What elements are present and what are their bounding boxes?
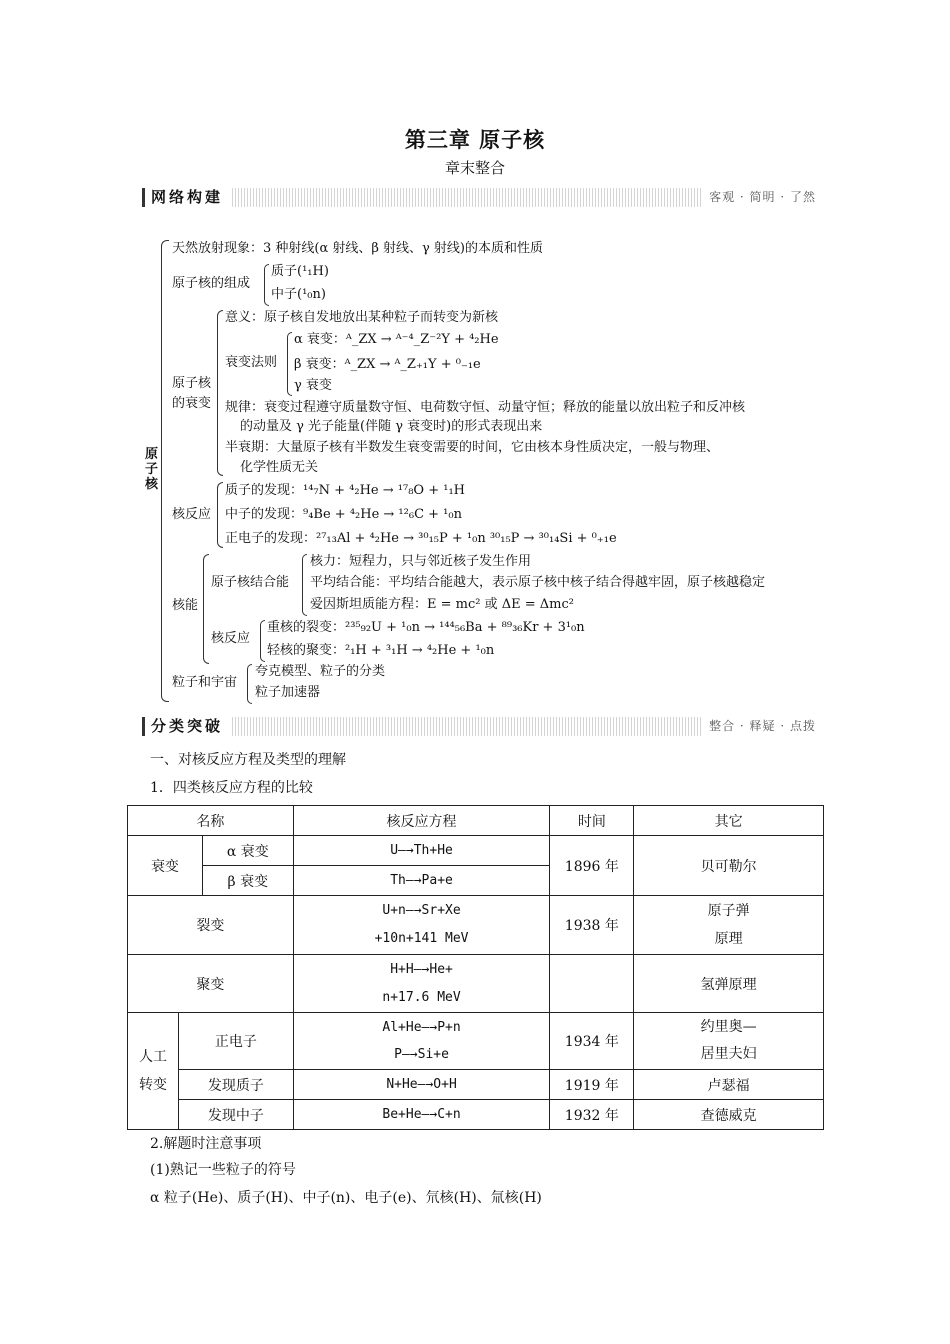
proton-label-cell: 发现质子	[178, 1070, 293, 1100]
artificial-line2: 转变	[138, 1077, 167, 1093]
section-bar-breakthrough	[142, 717, 816, 736]
fission-equation-cell	[293, 896, 550, 955]
proton-time-cell: 1919 年	[550, 1070, 634, 1100]
composition-label: 原子核的组成	[172, 276, 251, 291]
positron-other-cell	[634, 1013, 824, 1070]
decay-rule-1: 规律：衰变过程遵守质量数守恒、电荷数守恒、动量守恒；释放的能量以放出粒子和反冲核	[225, 400, 746, 415]
fusion: 轻核的聚变：²₁H + ³₁H → ⁴₂He + ¹₀n	[267, 643, 495, 658]
table-row	[128, 1100, 824, 1130]
binding-energy-label: 原子核结合能	[211, 575, 290, 590]
artificial-label-cell	[128, 1013, 179, 1130]
fusion-eq-line2: n+17.6 MeV	[382, 989, 461, 1005]
energy-label: 核能	[172, 598, 199, 613]
header-other: 其它	[634, 806, 824, 836]
page-title: 第三章 原子核	[404, 127, 546, 152]
universe-label: 粒子和宇宙	[172, 675, 238, 690]
reaction-comparison-table	[127, 805, 824, 1130]
alpha-decay: α 衰变：ᴬ_ZX → ᴬ⁻⁴_Z⁻²Y + ⁴₂He	[294, 332, 499, 347]
beta-decay: β 衰变：ᴬ_ZX → ᴬ_Z₊₁Y + ⁰₋₁e	[294, 357, 481, 372]
positron-eq-line2: P—→Si+e	[394, 1047, 449, 1062]
decay-law-label: 衰变法则	[225, 355, 278, 370]
alpha-equation-cell: U—→Th+He	[293, 836, 550, 866]
fission-eq-line1: U+n—→Sr+Xe	[382, 903, 461, 918]
energy-brace	[203, 554, 209, 664]
fusion-other-cell: 氢弹原理	[634, 955, 824, 1013]
section-label: 网络构建	[142, 188, 231, 207]
neutron-symbol: 中子(¹₀n)	[271, 287, 326, 302]
reaction-label: 核反应	[172, 507, 212, 522]
binding-brace	[302, 554, 307, 616]
decay-label-2: 的衰变	[172, 396, 212, 411]
fission: 重核的裂变：²³⁵₉₂U + ¹₀n → ¹⁴⁴₅₆Ba + ⁸⁹₃₆Kr + 3¹₀n	[267, 620, 585, 635]
neutron-time-cell: 1932 年	[550, 1100, 634, 1130]
proton-symbol: 质子(¹₁H)	[271, 264, 329, 279]
positron-other-line1: 约里奥—	[700, 1019, 757, 1035]
page-subtitle: 章末整合	[444, 159, 505, 177]
particle-accelerator: 粒子加速器	[255, 685, 321, 700]
positron-other-line2: 居里夫妇	[700, 1046, 757, 1062]
beta-label-cell: β 衰变	[202, 866, 293, 896]
fission-other-line2: 原理	[714, 931, 743, 947]
composition-brace	[264, 264, 269, 306]
fission-eq-line2: +10n+141 MeV	[374, 931, 469, 946]
decay-label-1: 原子核	[172, 376, 212, 391]
positron-equation-cell	[293, 1013, 550, 1070]
neutron-other-cell: 查德威克	[634, 1100, 824, 1130]
decay-law-brace	[287, 332, 292, 396]
heading-2: 1．四类核反应方程的比较	[150, 780, 313, 796]
gamma-decay: γ 衰变	[294, 378, 332, 393]
universe-brace	[247, 664, 252, 704]
decay-definition: 意义：原子核自发地放出某种粒子而转变为新核	[225, 310, 499, 325]
fission-other-cell	[634, 896, 824, 955]
reaction-brace	[217, 482, 223, 548]
half-life-1: 半衰期：大量原子核有半数发生衰变需要的时间，它由核本身性质决定，一般与物理、	[225, 440, 720, 455]
alpha-label-cell: α 衰变	[202, 836, 293, 866]
table-row	[128, 896, 824, 955]
fission-other-line1: 原子弹	[707, 903, 750, 919]
beta-equation-cell: Th—→Pa+e	[293, 866, 550, 896]
proton-other-cell: 卢瑟福	[634, 1070, 824, 1100]
decay-other-cell: 贝可勒尔	[634, 836, 824, 896]
decay-cell: 衰变	[128, 836, 203, 896]
nuclear-force: 核力：短程力，只与邻近核子发生作用	[310, 554, 532, 569]
positron-discovery: 正电子的发现：²⁷₁₃Al + ⁴₂He → ³⁰₁₅P + ¹₀n ³⁰₁₅P → ³⁰₁₄Si + ⁰₊₁e	[225, 531, 617, 546]
table-row	[128, 1070, 824, 1100]
fusion-eq-line1: H+H—→He+	[390, 961, 453, 977]
header-equation: 核反应方程	[293, 806, 550, 836]
decay-time-cell: 1896 年	[550, 836, 634, 896]
header-time: 时间	[550, 806, 634, 836]
fusion-equation-cell	[293, 955, 550, 1013]
fusion-label-cell: 聚变	[128, 955, 294, 1013]
notes-item-1-text: α 粒子(He)、质子(H)、中子(n)、电子(e)、氘核(H)、氚核(H)	[150, 1190, 542, 1206]
notes-heading: 2.解题时注意事项	[150, 1136, 262, 1152]
decay-brace	[217, 310, 223, 476]
neutron-discovery: 中子的发现：⁹₄Be + ⁴₂He → ¹²₆C + ¹₀n	[225, 507, 462, 522]
energy-reaction-label: 核反应	[211, 631, 251, 646]
table-row	[128, 955, 824, 1013]
energy-reaction-brace	[260, 620, 265, 662]
positron-label-cell: 正电子	[178, 1013, 293, 1070]
heading-1: 一、对核反应方程及类型的理解	[150, 752, 346, 768]
section-bar-network	[142, 188, 816, 207]
tree-root: 原子核	[145, 447, 159, 492]
notes-item-1: (1)熟记一些粒子的符号	[150, 1162, 296, 1178]
root-brace	[161, 240, 169, 702]
table-header-row	[128, 806, 824, 836]
positron-time-cell: 1934 年	[550, 1013, 634, 1070]
fusion-time-cell	[550, 955, 634, 1013]
proton-discovery: 质子的发现：¹⁴₇N + ⁴₂He → ¹⁷₈O + ¹₁H	[225, 483, 465, 498]
artificial-line1: 人工	[138, 1049, 167, 1065]
neutron-label-cell: 发现中子	[178, 1100, 293, 1130]
quark-model: 夸克模型、粒子的分类	[255, 664, 386, 679]
fission-label-cell: 裂变	[128, 896, 294, 955]
fission-time-cell: 1938 年	[550, 896, 634, 955]
natural-radiation: 天然放射现象：3 种射线(α 射线、β 射线、γ 射线)的本质和性质	[172, 241, 544, 256]
section-tagline: 客观 · 简明 · 了然	[703, 188, 816, 207]
proton-equation-cell: N+He—→O+H	[293, 1070, 550, 1100]
half-life-2: 化学性质无关	[240, 460, 319, 475]
table-row	[128, 1013, 824, 1070]
section-label: 分类突破	[142, 717, 231, 736]
decay-rule-2: 的动量及 γ 光子能量(伴随 γ 衰变时)的形式表现出来	[240, 419, 543, 434]
header-name: 名称	[128, 806, 294, 836]
average-binding-energy: 平均结合能：平均结合能越大，表示原子核中核子结合得越牢固，原子核越稳定	[310, 575, 766, 590]
table-row	[128, 836, 824, 866]
neutron-equation-cell: Be+He—→C+n	[293, 1100, 550, 1130]
einstein-equation: 爱因斯坦质能方程：E = mc² 或 ΔE = Δmc²	[310, 597, 574, 612]
positron-eq-line1: Al+He—→P+n	[382, 1020, 461, 1035]
section-tagline: 整合 · 释疑 · 点拨	[703, 717, 816, 736]
